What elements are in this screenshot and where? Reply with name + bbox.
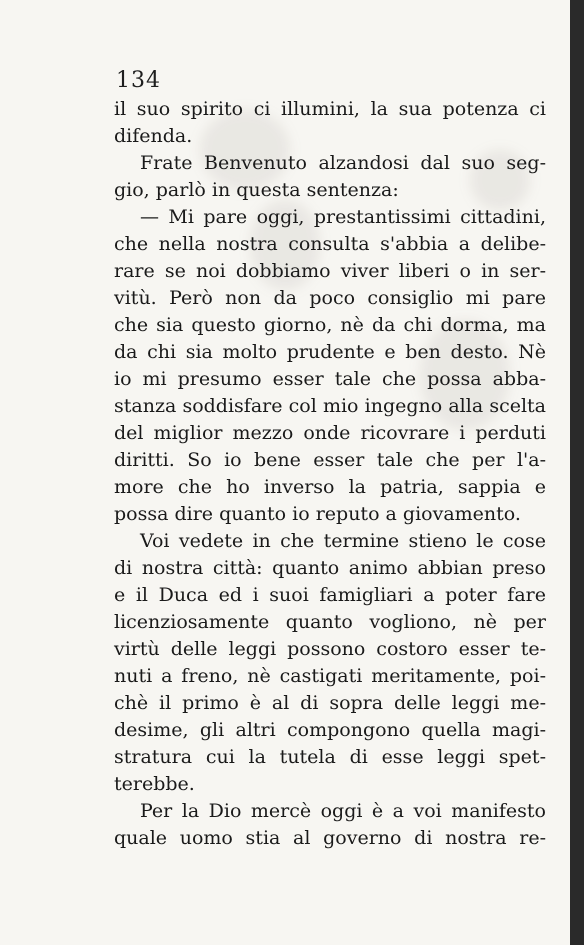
text-line: vitù. Però non da poco consiglio mi pare	[114, 287, 546, 309]
text-line: di nostra città: quanto animo abbian preso	[114, 557, 546, 579]
text-line: virtù delle leggi possono costoro esser te-	[114, 638, 546, 660]
body-text	[114, 96, 546, 852]
text-line: Per la Dio mercè oggi è a voi manifesto	[140, 800, 546, 822]
text-line: rare se noi dobbiamo viver liberi o in ser-	[114, 260, 546, 282]
text-line: io mi presumo esser tale che possa abba-	[114, 368, 546, 390]
text-line: e il Duca ed i suoi famigliari a poter fare	[114, 584, 546, 606]
text-line: licenziosamente quanto vogliono, nè per	[114, 611, 546, 633]
page-number: 134	[116, 68, 161, 93]
text-line: Voi vedete in che termine stieno le cose	[140, 530, 546, 552]
text-line: more che ho inverso la patria, sappia e	[114, 476, 546, 498]
text-line: desime, gli altri compongono quella magi-	[114, 719, 546, 741]
text-line: diritti. So io bene esser tale che per l'a-	[114, 449, 546, 471]
text-line: chè il primo è al di sopra delle leggi me-	[114, 692, 546, 714]
text-line: il suo spirito ci illumini, la sua potenza ci	[114, 98, 546, 120]
text-line: stanza soddisfare col mio ingegno alla scelta	[114, 395, 546, 417]
text-line: da chi sia molto prudente e ben desto. Nè	[114, 341, 546, 363]
text-line: gio, parlò in questa sentenza:	[114, 179, 399, 201]
text-line: quale uomo stia al governo di nostra re-	[114, 827, 546, 849]
text-line: — Mi pare oggi, prestantissimi cittadini,	[140, 206, 546, 228]
text-line: che sia questo giorno, nè da chi dorma, ma	[114, 314, 546, 336]
text-line: nuti a freno, nè castigati meritamente, poi-	[114, 665, 546, 687]
text-line: del miglior mezzo onde ricovrare i perduti	[114, 422, 546, 444]
text-line: terebbe.	[114, 773, 195, 795]
text-line: difenda.	[114, 125, 193, 147]
text-line: che nella nostra consulta s'abbia a delibe-	[114, 233, 546, 255]
text-line: possa dire quanto io reputo a giovamento.	[114, 503, 521, 525]
text-line: Frate Benvenuto alzandosi dal suo seg-	[140, 152, 546, 174]
text-line: stratura cui la tutela di esse leggi spet-	[114, 746, 546, 768]
